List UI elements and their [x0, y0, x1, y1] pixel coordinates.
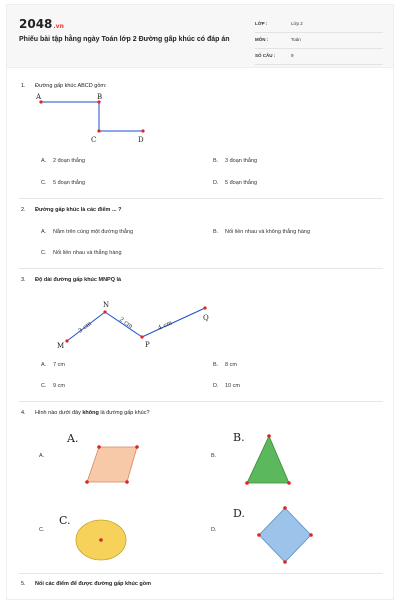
point-n [103, 310, 106, 313]
question-2 [21, 207, 121, 213]
worksheet-page [6, 4, 394, 600]
point-p [140, 335, 143, 338]
option-c[interactable] [41, 250, 122, 256]
question-number: 5. [21, 581, 26, 587]
option-d[interactable] [213, 383, 240, 389]
label-c: C [91, 136, 97, 144]
option-c[interactable] [41, 383, 65, 389]
option-text: 7 cm [53, 362, 65, 368]
shape-label: D. [233, 507, 245, 520]
divider [19, 401, 383, 402]
option-c[interactable] [39, 527, 45, 533]
polyline-mnpq-figure [47, 295, 227, 357]
option-text: 3 đoạn thẳng [225, 158, 258, 164]
option-b[interactable] [211, 453, 216, 459]
logo-suffix: .vn [53, 23, 64, 30]
question-5 [21, 581, 151, 587]
divider [19, 268, 383, 269]
option-a[interactable] [41, 158, 85, 164]
segment-mn-length: 3 cm [76, 320, 94, 335]
point-c [97, 129, 100, 132]
option-letter: D. [213, 180, 219, 186]
question-text-emphasis: không [82, 410, 99, 416]
option-letter: C. [41, 383, 47, 389]
option-b[interactable] [213, 229, 310, 235]
meta-value: Lớp 2 [291, 21, 303, 26]
option-b[interactable] [213, 158, 257, 164]
option-letter: C. [41, 250, 47, 256]
meta-key: MÔN : [255, 37, 269, 42]
option-text: Nối liền nhau và không thẳng hàng [225, 229, 311, 235]
question-text: Nối các điểm để được đường gấp khúc gồm [35, 581, 152, 587]
question-text-start: Hình nào dưới đây [35, 410, 83, 416]
point-m [65, 339, 68, 342]
shape-label: A. [67, 432, 79, 445]
shape-label: C. [59, 514, 71, 527]
option-text: Nối liền nhau và thẳng hàng [53, 250, 122, 256]
option-text: 9 cm [53, 383, 65, 389]
label-a: A [36, 93, 42, 101]
site-logo[interactable] [19, 17, 64, 31]
question-text: Đường gấp khúc là các điểm ... ? [35, 207, 122, 213]
option-letter: B. [213, 158, 219, 164]
option-text: 10 cm [225, 383, 240, 389]
question-number: 3. [21, 277, 26, 283]
option-letter: C. [41, 180, 47, 186]
option-letter: B. [213, 229, 219, 235]
option-letter: D. [211, 527, 217, 533]
option-text: 5 đoạn thẳng [225, 180, 258, 186]
option-text: 2 đoạn thẳng [53, 158, 86, 164]
question-number: 4. [21, 410, 26, 416]
meta-row-count [255, 51, 383, 65]
polyline-abcd-figure [33, 91, 163, 147]
option-text: 5 đoạn thẳng [53, 180, 86, 186]
option-a[interactable] [41, 362, 65, 368]
meta-key: SỐ CÂU : [255, 53, 276, 58]
logo-text: 2048 [19, 17, 53, 31]
point-d [141, 129, 144, 132]
question-number: 1. [21, 83, 26, 89]
label-q: Q [203, 314, 209, 322]
question-3 [21, 277, 121, 283]
meta-key: LỚP : [255, 21, 268, 26]
option-letter: A. [41, 158, 47, 164]
label-b: B [97, 93, 103, 101]
shape-parallelogram[interactable] [65, 430, 149, 490]
divider [19, 198, 383, 199]
option-d[interactable] [211, 527, 217, 533]
question-text: Độ dài đường gấp khúc MNPQ là [35, 277, 122, 283]
question-text-end: là đường gấp khúc? [98, 410, 150, 416]
meta-value: 9 [291, 53, 294, 58]
meta-row-subject [255, 35, 383, 49]
shape-square[interactable] [231, 502, 323, 572]
option-letter: A. [39, 453, 45, 459]
question-text: Đường gấp khúc ABCD gồm: [35, 83, 107, 89]
option-letter: D. [213, 383, 219, 389]
question-number: 2. [21, 207, 26, 213]
page-title: Phiếu bài tập hằng ngày Toán lớp 2 Đường gấp khúc có đáp án [19, 36, 230, 43]
shape-circle[interactable] [57, 512, 141, 562]
segment-np-length: 2 cm [117, 315, 135, 330]
segment-pq-length: 4 cm [156, 319, 174, 332]
label-m: M [57, 342, 65, 350]
meta-table [255, 19, 383, 67]
option-letter: A. [41, 362, 47, 368]
option-letter: B. [213, 362, 219, 368]
question-4 [21, 410, 150, 416]
shape-label: B. [233, 431, 245, 444]
shape-triangle[interactable] [231, 430, 301, 490]
label-n: N [103, 301, 110, 309]
question-1 [21, 83, 107, 89]
worksheet-header [7, 5, 393, 68]
option-letter: C. [39, 527, 45, 533]
option-c[interactable] [41, 180, 85, 186]
option-a[interactable] [39, 453, 44, 459]
meta-row-class [255, 19, 383, 33]
option-d[interactable] [213, 180, 257, 186]
option-text: Nằm trên cùng một đường thẳng [53, 229, 134, 235]
meta-value: Toán [291, 37, 301, 42]
option-letter: B. [211, 453, 217, 459]
divider [19, 573, 383, 574]
option-b[interactable] [213, 362, 237, 368]
option-a[interactable] [41, 229, 133, 235]
label-d: D [138, 136, 144, 144]
option-letter: A. [41, 229, 47, 235]
point-q [203, 306, 206, 309]
label-p: P [145, 341, 150, 349]
option-text: 8 cm [225, 362, 237, 368]
